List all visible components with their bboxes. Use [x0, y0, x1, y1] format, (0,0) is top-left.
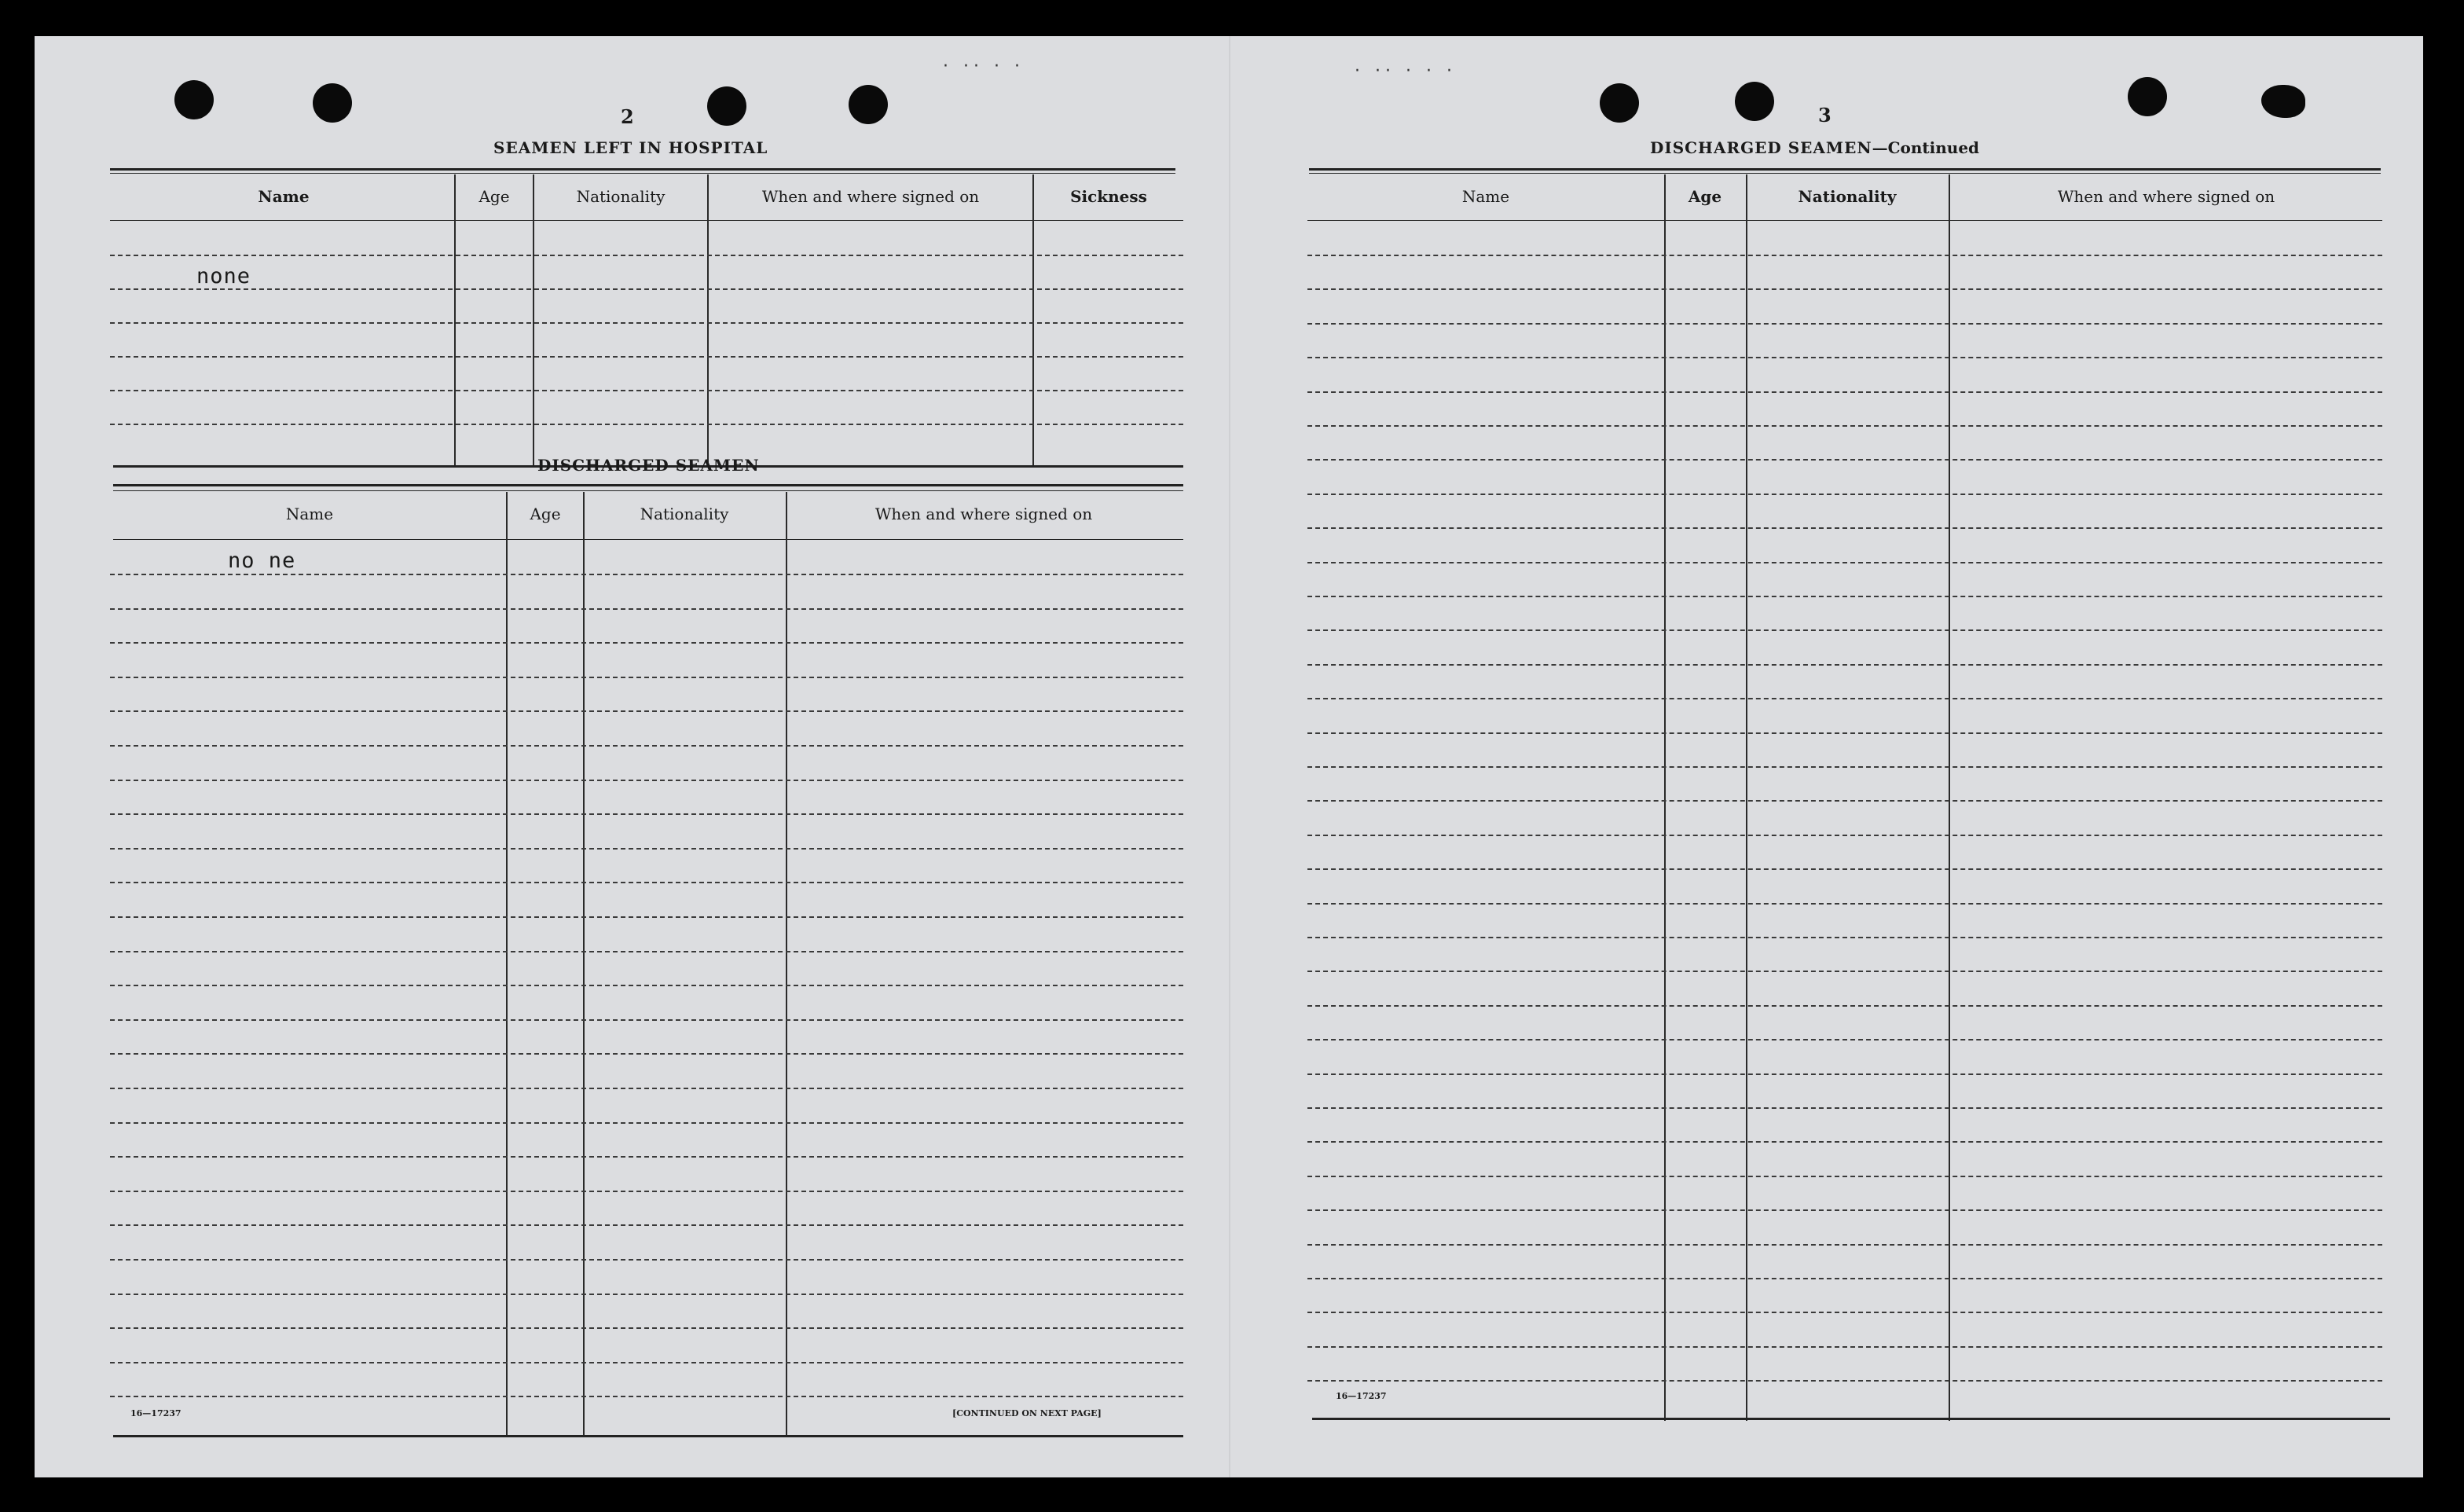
- section-title: DISCHARGED SEAMEN: [1650, 138, 1872, 157]
- column-header-age: Age: [478, 187, 510, 206]
- column-divider: [1746, 174, 1747, 1421]
- table-row: [1307, 629, 2382, 631]
- table-row: [1307, 459, 2382, 461]
- table-row: [110, 745, 1183, 747]
- table-header-rule: [110, 220, 1183, 221]
- column-header-nationality: Nationality: [576, 187, 666, 206]
- page-number: 2: [621, 105, 634, 128]
- punch-hole: [2128, 77, 2167, 116]
- table-row: [1307, 391, 2382, 393]
- table-row: [1307, 766, 2382, 768]
- table-row: [1307, 937, 2382, 938]
- hospital-section-title: SEAMEN LEFT IN HOSPITAL: [493, 138, 768, 157]
- hospital-entry: none: [196, 264, 251, 288]
- table-top-rule: [1309, 173, 2381, 174]
- scan-specks: · ·· · ·: [943, 57, 1025, 76]
- column-divider: [583, 492, 585, 1437]
- table-row: [1307, 1278, 2382, 1279]
- table-row: [1307, 1005, 2382, 1007]
- table-row: [110, 1259, 1183, 1261]
- table-row: [110, 1294, 1183, 1295]
- table-row: [1307, 1380, 2382, 1382]
- table-row: [110, 710, 1183, 712]
- table-row: [1307, 1039, 2382, 1040]
- table-row: [110, 985, 1183, 986]
- page-number: 3: [1818, 104, 1832, 127]
- table-row: [1307, 1346, 2382, 1348]
- column-header-signed-on: When and where signed on: [874, 505, 1093, 523]
- table-row: [1307, 527, 2382, 529]
- table-header-rule: [1307, 220, 2382, 221]
- table-row: [110, 951, 1183, 952]
- table-row: [1307, 562, 2382, 563]
- column-header-age: Age: [1688, 187, 1722, 206]
- punch-hole: [849, 85, 888, 124]
- column-header-age: Age: [530, 505, 561, 523]
- table-row: [110, 1327, 1183, 1329]
- table-row: [110, 642, 1183, 644]
- table-row: [1307, 357, 2382, 358]
- table-row: [110, 1191, 1183, 1192]
- column-divider: [1949, 174, 1950, 1421]
- column-header-signed-on: When and where signed on: [761, 187, 980, 206]
- punch-hole: [2261, 85, 2305, 118]
- punch-hole: [313, 83, 352, 123]
- continued-label: —Continued: [1872, 138, 1980, 157]
- table-row: [110, 1396, 1183, 1397]
- table-row: [1307, 1141, 2382, 1143]
- discharged-section-title: DISCHARGED SEAMEN: [537, 456, 760, 475]
- scan-specks: · ·· · · ·: [1355, 61, 1457, 81]
- table-top-rule: [113, 484, 1183, 486]
- table-row: [1307, 732, 2382, 734]
- punch-hole: [707, 86, 746, 126]
- table-row: [1307, 903, 2382, 905]
- table-row: [1307, 1244, 2382, 1246]
- table-row: [110, 1053, 1183, 1055]
- table-bottom-rule: [1312, 1418, 2390, 1420]
- punch-hole: [1735, 82, 1774, 121]
- table-row: [1307, 425, 2382, 427]
- table-row: [1307, 323, 2382, 325]
- table-header-rule: [113, 539, 1183, 540]
- column-header-name: Name: [1461, 187, 1510, 206]
- table-row: [1307, 971, 2382, 972]
- table-row: [110, 677, 1183, 678]
- form-number: 16—17237: [1336, 1391, 1387, 1401]
- table-row: [1307, 288, 2382, 290]
- column-divider: [786, 492, 787, 1437]
- continued-note: [CONTINUED ON NEXT PAGE]: [952, 1408, 1102, 1418]
- column-header-nationality: Nationality: [640, 505, 729, 523]
- punch-hole: [174, 80, 214, 119]
- table-row: [110, 424, 1183, 425]
- table-row: [1307, 1107, 2382, 1109]
- table-row: [110, 390, 1183, 391]
- table-row: [110, 1362, 1183, 1363]
- table-row: [110, 322, 1183, 324]
- table-row: [1307, 664, 2382, 666]
- table-row: [110, 1224, 1183, 1226]
- table-row: [1307, 255, 2382, 256]
- table-row: [110, 608, 1183, 610]
- page-fold: [1229, 36, 1230, 1477]
- column-header-name: Name: [258, 187, 310, 206]
- table-row: [110, 574, 1183, 575]
- table-row: [110, 813, 1183, 815]
- table-row: [110, 1088, 1183, 1089]
- table-row: [1307, 868, 2382, 870]
- table-row: [1307, 494, 2382, 495]
- table-bottom-rule: [113, 1435, 1183, 1437]
- punch-hole: [1600, 83, 1639, 123]
- discharged-entry: no ne: [228, 549, 296, 573]
- table-row: [1307, 596, 2382, 597]
- table-row: [1307, 1073, 2382, 1075]
- table-row: [110, 1122, 1183, 1124]
- document-sheet: [35, 36, 2423, 1477]
- table-top-rule: [1309, 168, 2381, 171]
- form-number: 16—17237: [130, 1408, 182, 1418]
- table-row: [1307, 800, 2382, 802]
- table-row: [110, 1019, 1183, 1021]
- table-row: [1307, 1312, 2382, 1313]
- table-row: [1307, 1209, 2382, 1211]
- table-top-rule: [110, 168, 1175, 171]
- column-header-name: Name: [285, 505, 334, 523]
- column-header-sickness: Sickness: [1070, 187, 1147, 206]
- column-header-signed-on: When and where signed on: [2057, 187, 2275, 206]
- table-row: [1307, 835, 2382, 836]
- table-row: [110, 916, 1183, 918]
- column-divider: [506, 492, 508, 1437]
- table-row: [110, 255, 1183, 256]
- table-top-rule: [113, 490, 1183, 491]
- column-divider: [1664, 174, 1666, 1421]
- table-row: [1307, 1176, 2382, 1177]
- table-row: [110, 780, 1183, 781]
- table-row: [110, 1156, 1183, 1158]
- table-top-rule: [110, 173, 1175, 174]
- table-row: [110, 882, 1183, 883]
- column-header-nationality: Nationality: [1798, 187, 1897, 206]
- table-row: [1307, 698, 2382, 699]
- table-row: [110, 288, 1183, 290]
- table-row: [110, 848, 1183, 850]
- discharged-continued-title: [1650, 138, 1979, 157]
- table-row: [110, 356, 1183, 358]
